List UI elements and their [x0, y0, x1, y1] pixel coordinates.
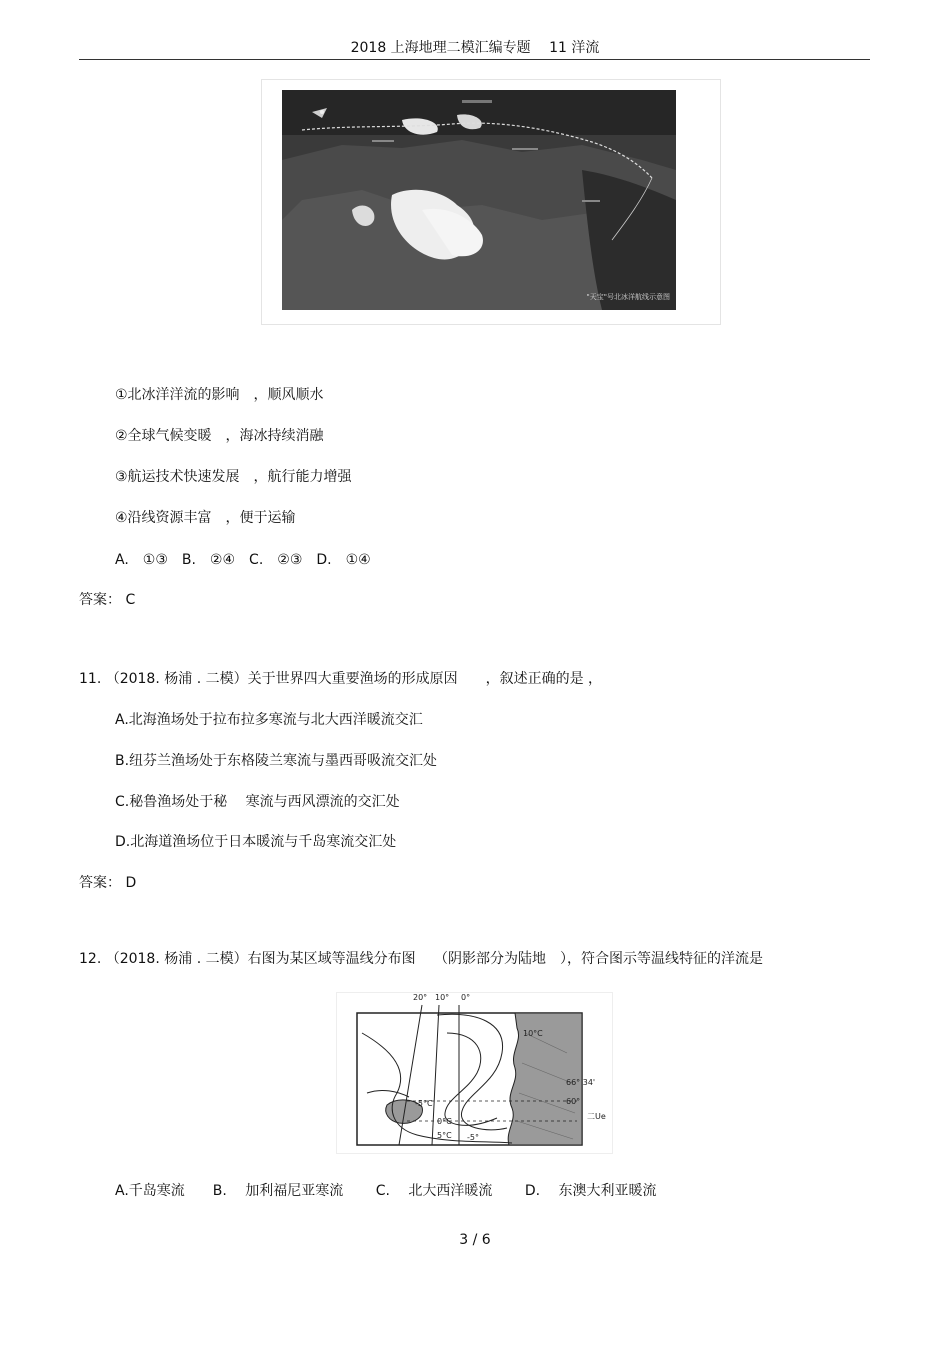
- q11-answer: 答案： D: [79, 875, 137, 891]
- lon-label-10: 10°: [435, 993, 450, 1002]
- arctic-route-map-graphic: [282, 90, 676, 310]
- page-number: 3 / 6: [459, 1232, 491, 1248]
- q11-stem: 11. （2018. 杨浦 . 二模）关于世界四大重要渔场的形成原因 ，叙述正确的是 ，: [79, 671, 603, 687]
- header-divider: [79, 59, 870, 60]
- lon-label-0: 0°: [461, 993, 471, 1002]
- q11-option-b: B.纽芬兰渔场处于东格陵兰寒流与墨西哥吸流交汇处: [115, 753, 438, 769]
- q10-option-4: ④沿线资源丰富 ，便于运输: [115, 510, 296, 526]
- lat-label-66-34: 66° 34': [566, 1078, 596, 1087]
- isotherm-label-neg5: -5°: [467, 1133, 479, 1142]
- q12-choices: A.千岛寒流 B. 加利福尼亚寒流 C. 北大西洋暖流 D. 东澳大利亚暖流: [115, 1183, 657, 1199]
- q10-answer: 答案： C: [79, 592, 136, 608]
- q11-option-c: C.秘鲁渔场处于秘 寒流与西风漂流的交汇处: [115, 794, 400, 810]
- q11-option-d: D.北海道渔场位于日本暖流与千岛寒流交汇处: [115, 834, 397, 850]
- isotherm-label-neg5c: -5°C: [415, 1099, 433, 1108]
- q10-option-2: ②全球气候变暖 ，海冰持续消融: [115, 428, 324, 444]
- isotherm-label-0c: 0°C: [437, 1117, 452, 1126]
- q10-option-1: ①北冰洋洋流的影响 ，顺风顺水: [115, 387, 324, 403]
- isotherm-map-figure: [336, 992, 613, 1154]
- lon-label-20: 20°: [413, 993, 428, 1002]
- arctic-route-map-image: [282, 90, 676, 310]
- q11-option-a: A.北海渔场处于拉布拉多寒流与北大西洋暖流交汇: [115, 712, 423, 728]
- figure-side-mark: 二Ue: [587, 1112, 606, 1121]
- arctic-route-map-figure: [261, 79, 721, 325]
- page-header-title: 2018 上海地理二模汇编专题 11 洋流: [350, 40, 600, 56]
- q12-stem: 12. （2018. 杨浦 . 二模）右图为某区域等温线分布图 （阴影部分为陆地 ），符合图示等温线特征的洋流是: [79, 951, 764, 967]
- isotherm-label-5c: 5°C: [437, 1131, 452, 1140]
- lat-label-60: 60°: [566, 1097, 581, 1106]
- isotherm-map-graphic: [337, 993, 612, 1153]
- map-caption: "天宝"号北冰洋航线示意图: [586, 293, 670, 301]
- isotherm-label-10c: 10°C: [523, 1029, 543, 1038]
- q10-option-3: ③航运技术快速发展 ，航行能力增强: [115, 469, 352, 485]
- q10-choices: A. ①③ B. ②④ C. ②③ D. ①④: [115, 552, 371, 568]
